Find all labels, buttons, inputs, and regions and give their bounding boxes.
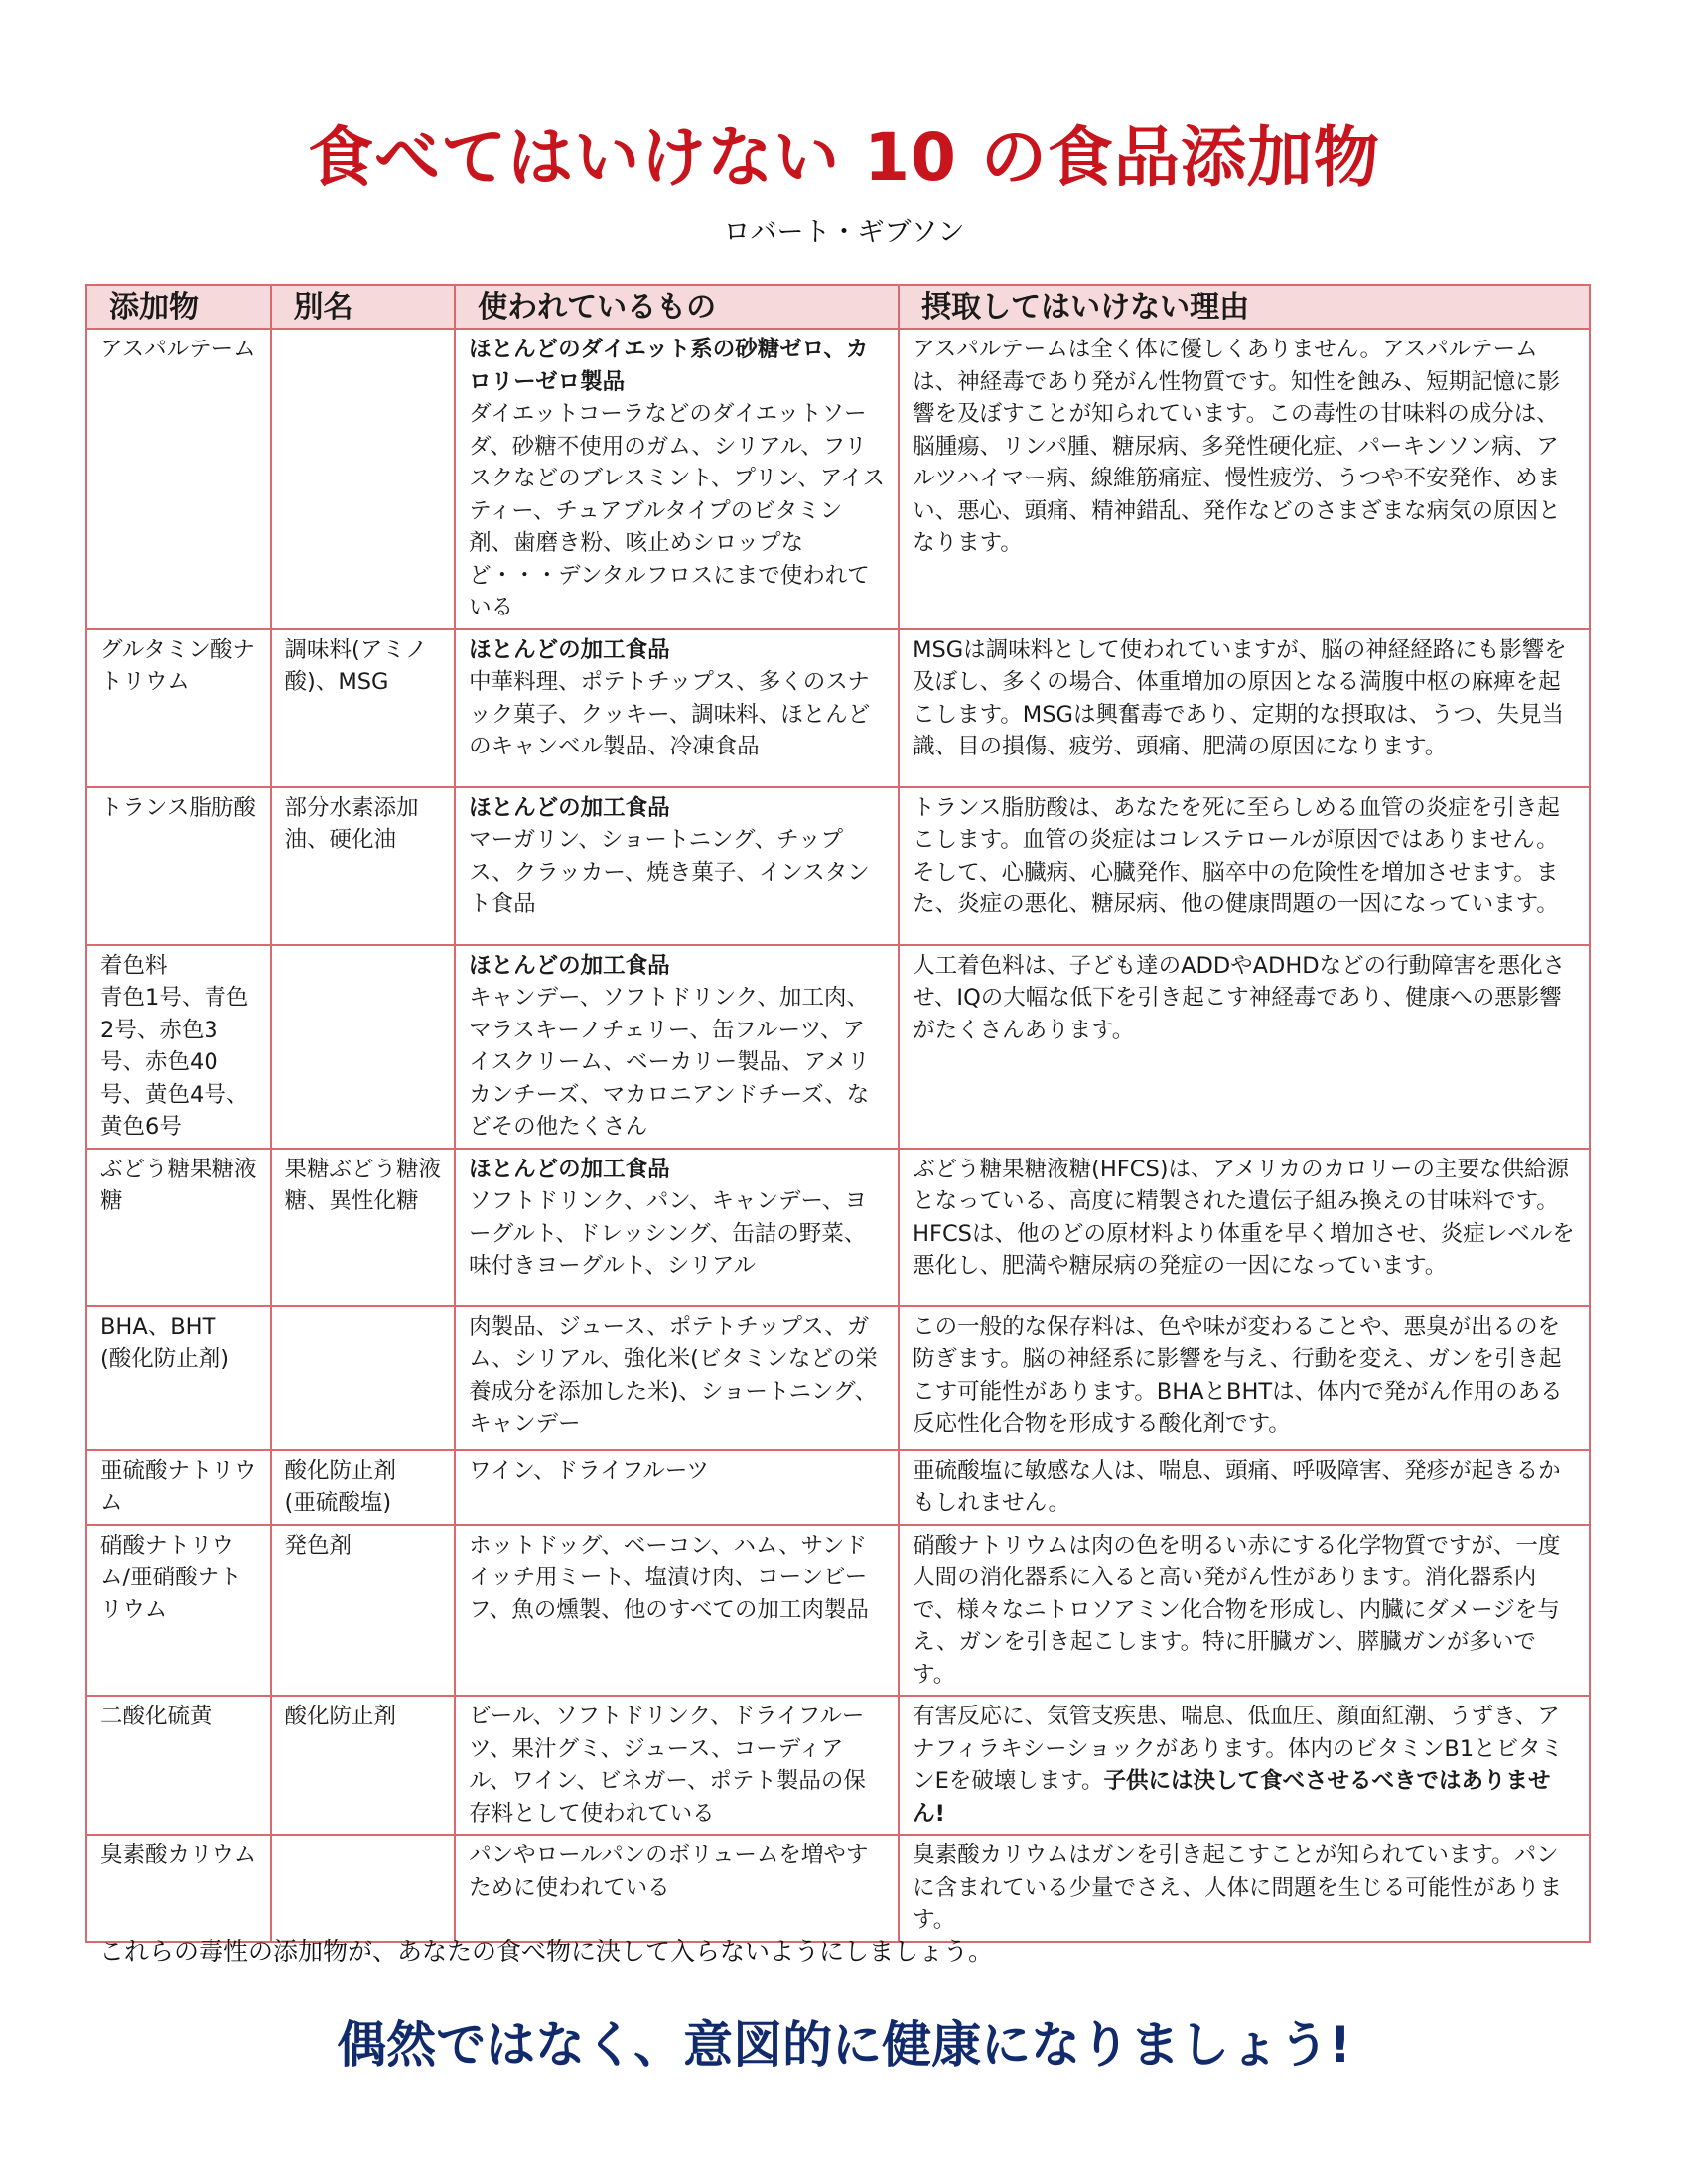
used-in-text: ワイン、ドライフルーツ [469,1457,709,1484]
cell-reason [899,1450,1590,1525]
header-used-in: 使われているもの [455,285,899,329]
cell-used-in [455,1306,899,1450]
additive-name: 硝酸ナトリウム/亜硝酸ナトリウム [100,1532,242,1623]
used-in-heading: ほとんどの加工食品 [469,1156,670,1182]
used-in-heading: ほとんどの加工食品 [469,952,670,979]
table-row [86,787,1590,945]
cell-used-in [455,1149,899,1306]
cell-alias [271,787,456,945]
used-in-heading: ほとんどの加工食品 [469,636,670,663]
table-header-row [86,285,1590,329]
used-in-text: 肉製品、ジュース、ポテトチップス、ガム、シリアル、強化米(ビタミンなどの栄養成分を添加した米)、ショートニング、キャンデー [469,1313,878,1436]
alias-text: 酸化防止剤 (亜硫酸塩) [284,1457,397,1516]
cell-reason [899,1306,1590,1450]
cell-alias [271,1149,456,1306]
footnote: これらの毒性の添加物が、あなたの食べ物に決して入らないようにしましょう。 [99,1937,994,1966]
table-row [86,1450,1590,1525]
reason-text: MSGは調味料として使われていますが、脳の神経経路にも影響を及ぼし、多くの場合、体重増加の原因となる満腹中枢の麻痺を起こします。MSGは興奮毒であり、定期的な摂取は、うつ、失見当識、目の損傷、疲労、頭痛、肥満の原因になります。 [913,636,1567,759]
reason-text: 臭素酸カリウムはガンを引き起こすことが知られています。パンに含まれている少量でさえ、人体に問題を生じる可能性があります。 [913,1843,1562,1933]
cell-reason [899,1149,1590,1306]
additive-name: 二酸化硫黄 [100,1704,212,1729]
alias-text: 調味料(アミノ酸)、MSG [284,636,428,695]
used-in-text: ソフトドリンク、パン、キャンデー、ヨーグルト、ドレッシング、缶詰の野菜、味付きヨーグルト、シリアル [469,1188,868,1279]
cell-used-in [455,787,899,945]
alias-text: 果糖ぶどう糖液糖、異性化糖 [284,1156,442,1214]
table-row [86,329,1590,629]
cell-alias [271,1525,456,1697]
reason-text: 人工着色料は、子ども達のADDやADHDなどの行動障害を悪化させ、IQの大幅な低下を引き起こす神経毒であり、健康への悪影響がたくさんあります。 [913,952,1566,1043]
used-in-text: ビール、ソフトドリンク、ドライフルーツ、果汁グミ、ジュース、コーディアル、ワイン、ビネガー、ポテト製品の保存料として使われている [469,1704,866,1827]
additive-name: 着色料 青色1号、青色2号、赤色3号、赤色40号、黄色4号、黄色6号 [100,952,249,1140]
reason-text: この一般的な保存料は、色や味が変わることや、悪臭が出るのを防ぎます。脳の神経系に影響を与え、行動を変え、ガンを引き起こす可能性があります。BHAとBHTは、体内で発がん作用のある反応性化合物を形成する酸化剤です。 [913,1313,1563,1436]
used-in-text: マーガリン、ショートニング、チップス、クラッカー、焼き菓子、インスタント食品 [469,827,870,917]
used-in-text: ホットドッグ、ベーコン、ハム、サンドイッチ用ミート、塩漬け肉、コーンビーフ、魚の燻製、他のすべての加工肉製品 [469,1532,869,1623]
cell-additive [86,787,271,945]
additive-name: トランス脂肪酸 [100,794,256,821]
cell-used-in [455,945,899,1149]
header-additive: 添加物 [86,285,271,329]
cell-alias [271,1450,456,1525]
used-in-text: 中華料理、ポテトチップス、多くのスナック菓子、クッキー、調味料、ほとんどのキャンベル製品、冷凍食品 [469,669,871,759]
reason-text: ぶどう糖果糖液糖(HFCS)は、アメリカのカロリーの主要な供給源となっている、高度に精製された遺伝子組み換えの甘味料です。HFCSは、他のどの原材料より体重を早く増加させ、炎症レベルを悪化し、肥満や糖尿病の発症の一因になっています。 [913,1156,1575,1279]
cell-reason [899,945,1590,1149]
cell-additive [86,329,271,629]
cell-used-in [455,1696,899,1835]
additive-name: 亜硫酸ナトリウム [100,1457,257,1516]
reason-text: 亜硫酸塩に敏感な人は、喘息、頭痛、呼吸障害、発疹が起きるかもしれません。 [913,1457,1561,1516]
used-in-text: ダイエットコーラなどのダイエットソーダ、砂糖不使用のガム、シリアル、フリスクなどのブレスミント、プリン、アイスティー、チュアブルタイプのビタミン剤、歯磨き粉、咳止めシロップなど・・・デンタルフロスにまで使われている [469,401,886,620]
cell-reason [899,329,1590,629]
reason-text: トランス脂肪酸は、あなたを死に至らしめる血管の炎症を引き起こします。血管の炎症はコレステロールが原因ではありません。そして、心臓病、心臓発作、脳卒中の危険性を増加させます。また、炎症の悪化、糖尿病、他の健康問題の一因になっています。 [913,794,1560,917]
alias-text: 部分水素添加油、硬化油 [284,794,419,853]
cell-used-in [455,629,899,787]
reason-emphasis: 子供には決して食べさせるべきではありません! [913,1768,1551,1827]
table-row [86,1835,1590,1942]
cell-additive [86,1149,271,1306]
used-in-heading: ほとんどのダイエット系の砂糖ゼロ、カロリーゼロ製品 [469,337,869,395]
cell-additive [86,629,271,787]
cell-used-in [455,1450,899,1525]
table-row [86,1306,1590,1450]
cell-alias [271,629,456,787]
reason-text: 有害反応に、気管支疾患、喘息、低血圧、顔面紅潮、うずき、アナフィラキシーショックがあります。体内のビタミンB1とビタミンEを破壊します。 [913,1704,1564,1794]
author-name: ロバート・ギブソン [723,217,965,248]
cell-reason [899,1835,1590,1942]
cell-additive [86,945,271,1149]
reason-text: アスパルテームは全く体に優しくありません。アスパルテームは、神経毒であり発がん性物質です。知性を蝕み、短期記憶に影響を及ぼすことが知られています。この毒性の甘味料の成分は、脳腫瘍、リンパ腫、糖尿病、多発性硬化症、パーキンソン病、アルツハイマー病、線維筋痛症、慢性疲労、うつや不安発作、めまい、悪心、頭痛、精神錯乱、発作などのさまざまな病気の原因となります。 [913,337,1561,556]
header-reason: 摂取してはいけない理由 [899,285,1590,329]
cell-additive [86,1696,271,1835]
cell-reason [899,1525,1590,1697]
cell-alias [271,1696,456,1835]
reason-text: 硝酸ナトリウムは肉の色を明るい赤にする化学物質ですが、一度人間の消化器系に入ると高い発がん性があります。消化器系内で、様々なニトロソアミン化合物を形成し、内臓にダメージを与え、ガンを引き起こします。特に肝臓ガン、膵臓ガンが多いです。 [913,1532,1561,1688]
table-row [86,1696,1590,1835]
alias-text: 酸化防止剤 [284,1704,397,1729]
table-row [86,629,1590,787]
table-row [86,1149,1590,1306]
cell-alias [271,945,456,1149]
additive-name: アスパルテーム [100,337,256,362]
additive-name: グルタミン酸ナトリウム [100,636,255,695]
alias-text: 発色剤 [284,1532,352,1559]
used-in-heading: ほとんどの加工食品 [469,794,670,821]
used-in-text: キャンデー、ソフトドリンク、加工肉、マラスキーノチェリー、缶フルーツ、アイスクリーム、ベーカリー製品、アメリカンチーズ、マカロニアンドチーズ、などその他たくさん [469,985,870,1140]
cell-reason [899,787,1590,945]
additives-table [85,284,1591,1943]
additive-name: 臭素酸カリウム [100,1843,257,1868]
cell-alias [271,1835,456,1942]
cell-used-in [455,1525,899,1697]
header-alias: 別名 [271,285,456,329]
used-in-text: パンやロールパンのボリュームを増やすために使われている [469,1843,869,1901]
additive-name: ぶどう糖果糖液糖 [100,1156,257,1214]
page-title: 食べてはいけない 10 の食品添加物 [308,119,1380,196]
cell-reason [899,629,1590,787]
table-row [86,945,1590,1149]
cell-alias [271,329,456,629]
slogan: 偶然ではなく、意図的に健康になりましょう! [337,2016,1351,2074]
cell-reason [899,1696,1590,1835]
cell-alias [271,1306,456,1450]
table-row [86,1525,1590,1697]
additive-name: BHA、BHT (酸化防止剤) [100,1313,230,1372]
cell-additive [86,1450,271,1525]
cell-additive [86,1306,271,1450]
cell-used-in [455,1835,899,1942]
cell-used-in [455,329,899,629]
cell-additive [86,1525,271,1697]
cell-additive [86,1835,271,1942]
